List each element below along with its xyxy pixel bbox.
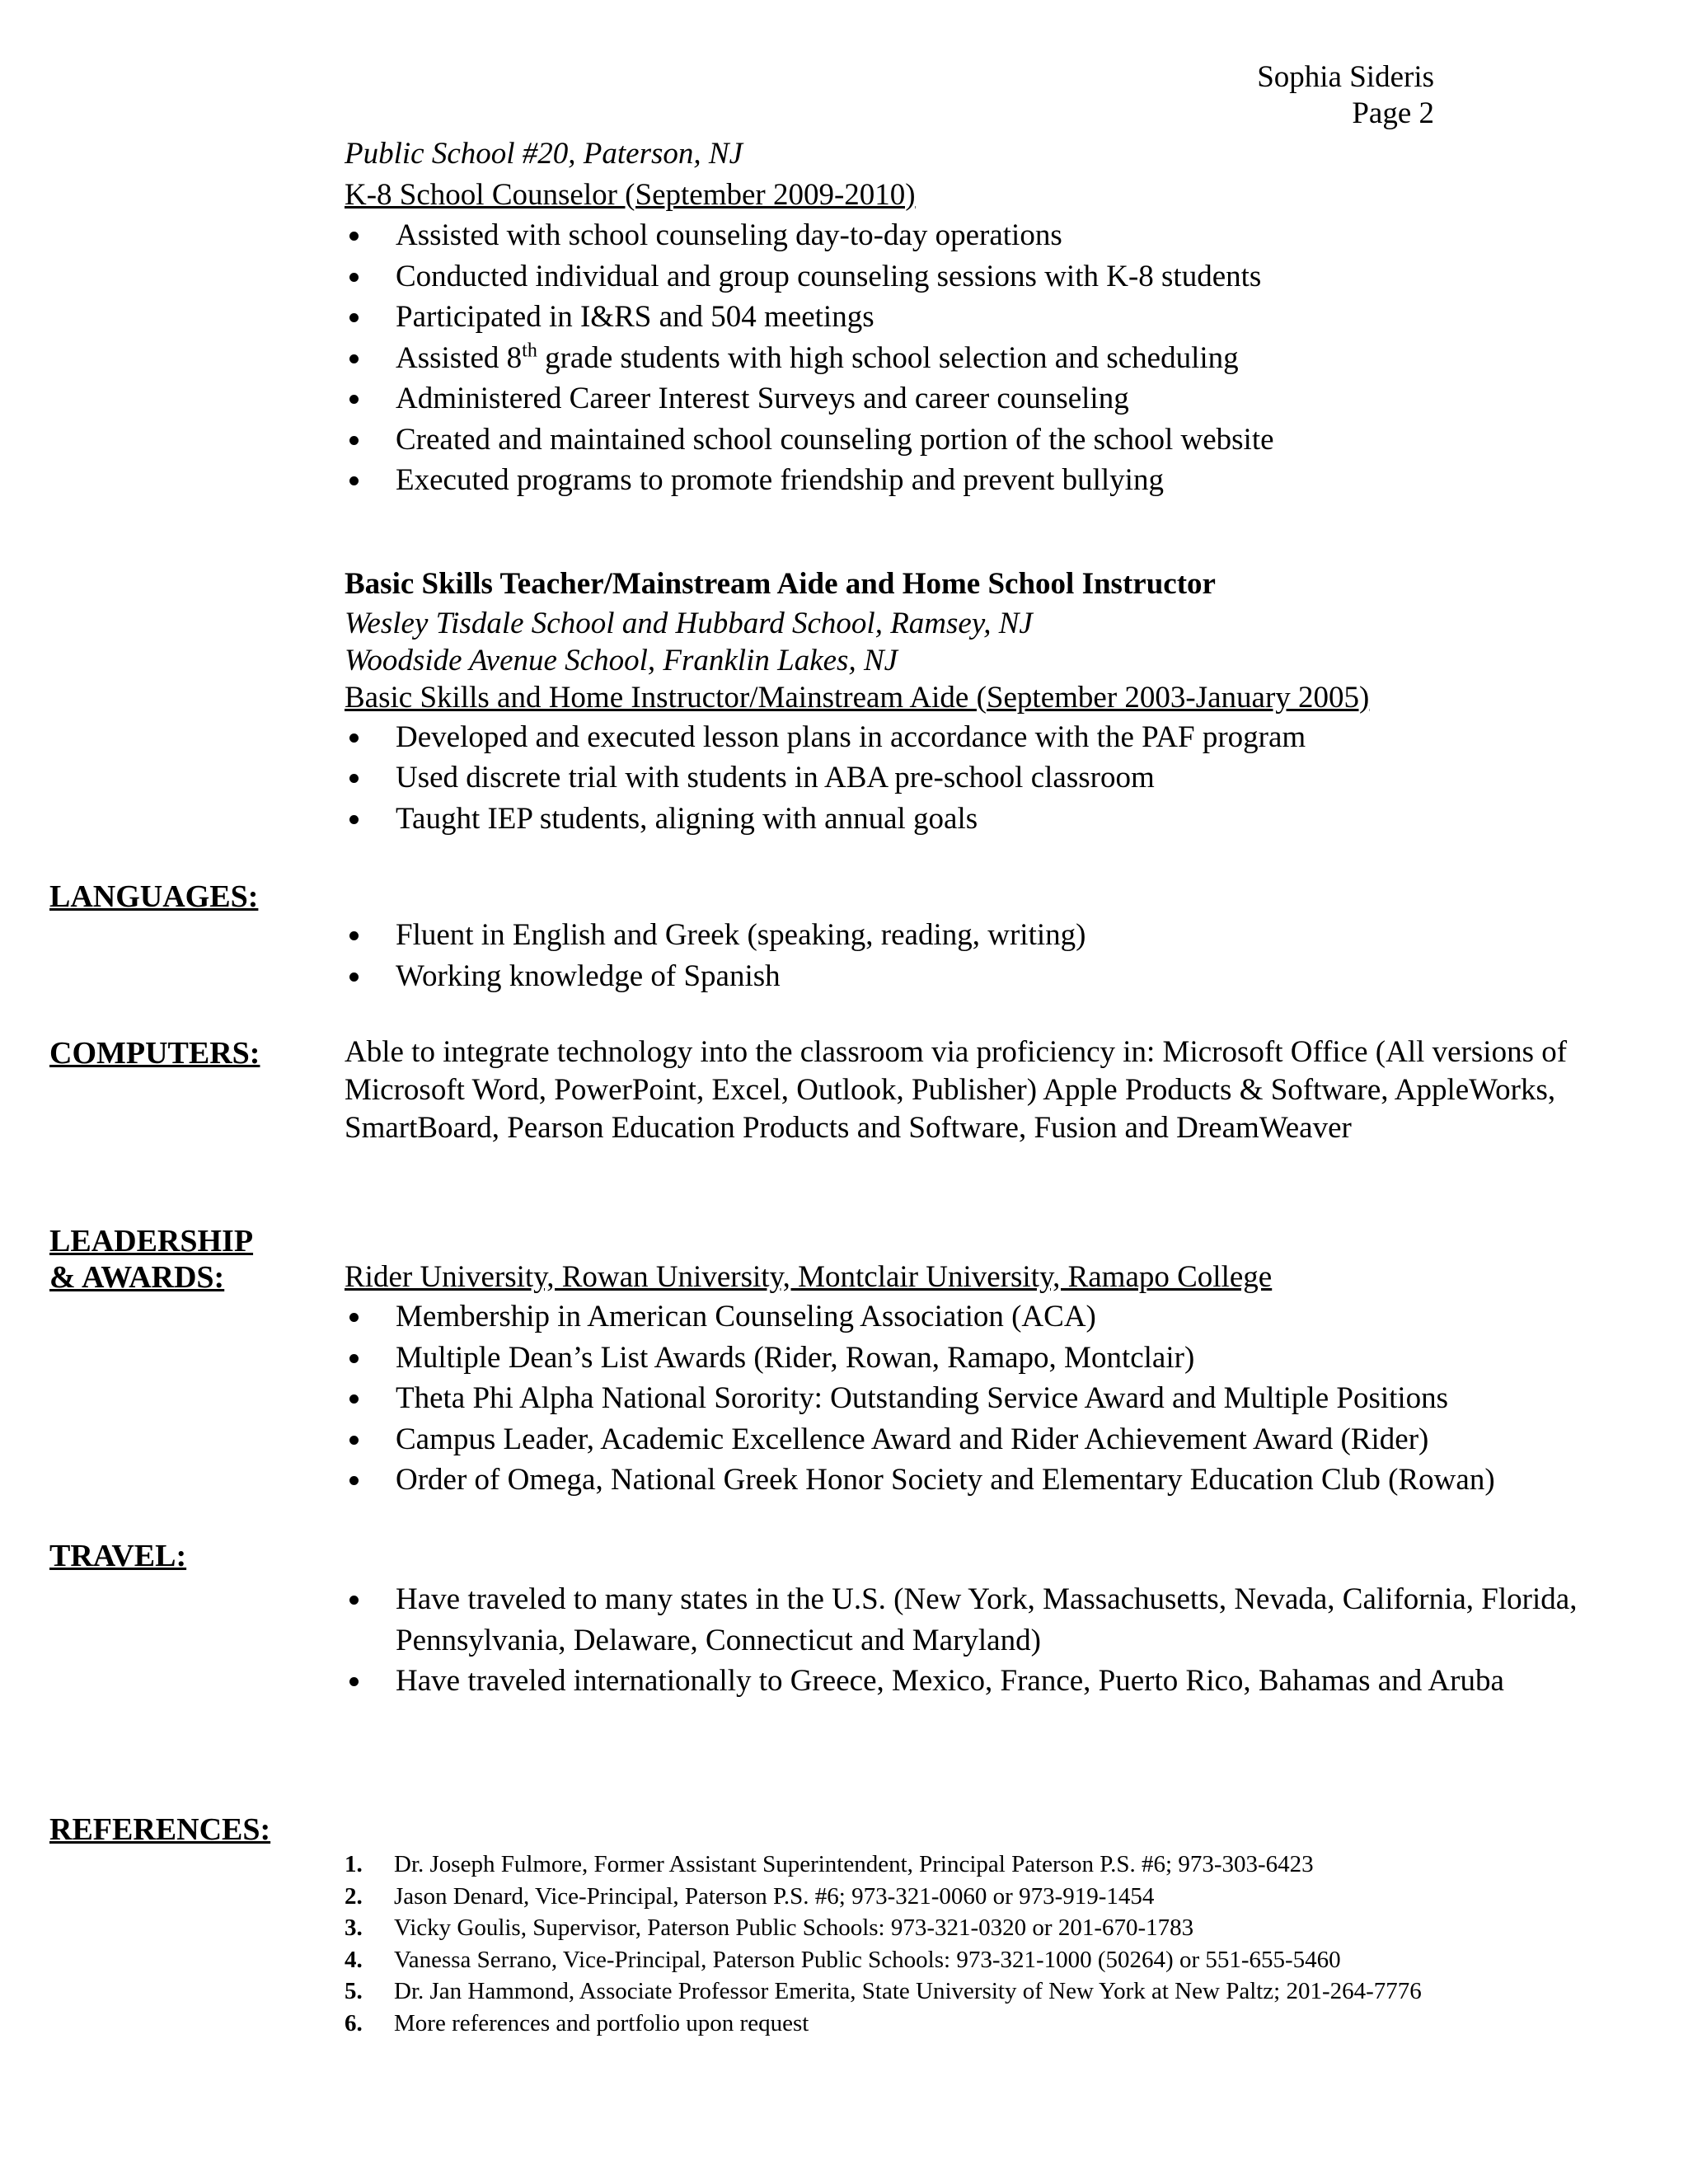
- basic-skills-block: [345, 564, 1680, 839]
- list-item: Created and maintained school counseling portion of the school website: [345, 419, 1680, 461]
- counselor-school: Public School #20, Paterson, NJ: [345, 137, 743, 171]
- list-item: [345, 1881, 1680, 1913]
- reference-text: Vanessa Serrano, Vice-Principal, Paterson Public Schools: 973-321-1000 (50264) or 551-655-5460: [394, 1946, 1341, 1973]
- list-item: [345, 1944, 1680, 1976]
- list-item: Assisted with school counseling day-to-day operations: [345, 215, 1680, 256]
- list-item: [345, 1975, 1680, 2008]
- list-item: Used discrete trial with students in ABA pre-school classroom: [345, 757, 1680, 799]
- reference-number: 4.: [345, 1946, 363, 1973]
- leadership-schools: Rider University, Rowan University, Montclair University, Ramapo College: [345, 1260, 1273, 1294]
- counselor-bullets: [345, 215, 1680, 501]
- leadership-bullets: [345, 1296, 1680, 1501]
- reference-text: Dr. Jan Hammond, Associate Professor Emerita, State University of New York at New Paltz; 201-264-7776: [394, 1978, 1422, 2004]
- basic-skills-role: Basic Skills and Home Instructor/Mainstream Aide (September 2003-January 2005): [345, 680, 1370, 715]
- leadership-heading-line-1: LEADERSHIP: [49, 1224, 254, 1258]
- reference-number: 5.: [345, 1978, 363, 2004]
- list-item: Multiple Dean’s List Awards (Rider, Rowan, Ramapo, Montclair): [345, 1338, 1680, 1379]
- grade-superscript: th: [522, 340, 537, 362]
- list-item: Participated in I&RS and 504 meetings: [345, 297, 1680, 338]
- basic-skills-school-1: Wesley Tisdale School and Hubbard School, Ramsey, NJ: [345, 606, 1033, 640]
- reference-number: 3.: [345, 1915, 363, 1941]
- leadership-block: [345, 1258, 1680, 1501]
- languages-block: [345, 915, 1680, 996]
- reference-text: Vicky Goulis, Supervisor, Paterson Public Schools: 973-321-0320 or 201-670-1783: [394, 1915, 1194, 1941]
- list-item: Developed and executed lesson plans in accordance with the PAF program: [345, 717, 1680, 758]
- basic-skills-title: Basic Skills Teacher/Mainstream Aide and Home School Instructor: [345, 567, 1216, 601]
- list-item: Fluent in English and Greek (speaking, reading, writing): [345, 915, 1680, 956]
- counselor-block: [345, 134, 1680, 501]
- list-item: Administered Career Interest Surveys and career counseling: [345, 378, 1680, 419]
- grade-text-rest: grade students with high school selection and scheduling: [537, 340, 1239, 375]
- basic-skills-school-2: Woodside Avenue School, Franklin Lakes, NJ: [345, 643, 898, 677]
- languages-bullets: [345, 915, 1680, 996]
- references-heading: REFERENCES:: [49, 1812, 271, 1847]
- list-item: Executed programs to promote friendship and prevent bullying: [345, 460, 1680, 501]
- travel-block: [345, 1579, 1680, 1702]
- list-item: [345, 1912, 1680, 1944]
- list-item: Conducted individual and group counseling sessions with K-8 students: [345, 256, 1680, 298]
- list-item: Have traveled internationally to Greece, Mexico, France, Puerto Rico, Bahamas and Aruba: [345, 1661, 1680, 1702]
- header-name: Sophia Sideris: [1257, 60, 1434, 94]
- reference-number: 2.: [345, 1882, 363, 1910]
- reference-number: 1.: [345, 1851, 363, 1877]
- list-item: Theta Phi Alpha National Sorority: Outstanding Service Award and Multiple Positions: [345, 1378, 1680, 1419]
- list-item: Have traveled to many states in the U.S. (New York, Massachusetts, Nevada, California, Florida, Pennsylvania, Delaware, Connecticut and Maryland): [345, 1579, 1681, 1661]
- list-item: Campus Leader, Academic Excellence Award and Rider Achievement Award (Rider): [345, 1419, 1680, 1460]
- leadership-heading-line-2: & AWARDS:: [49, 1260, 225, 1295]
- list-item: [345, 338, 1680, 379]
- list-item: Taught IEP students, aligning with annual goals: [345, 799, 1680, 840]
- counselor-role: K-8 School Counselor (September 2009-2010): [345, 177, 916, 212]
- travel-heading: TRAVEL:: [49, 1539, 187, 1573]
- list-item: Membership in American Counseling Association (ACA): [345, 1296, 1680, 1338]
- reference-number: 6.: [345, 2009, 363, 2036]
- basic-skills-bullets: [345, 717, 1680, 840]
- reference-text: More references and portfolio upon request: [394, 2009, 809, 2036]
- computers-heading: COMPUTERS:: [49, 1036, 260, 1071]
- grade-text: Assisted 8: [396, 340, 523, 375]
- references-block: [345, 1849, 1680, 2039]
- list-item: [345, 1849, 1680, 1881]
- computers-block: [345, 1033, 1680, 1147]
- page-header: [1257, 59, 1434, 133]
- languages-heading: LANGUAGES:: [49, 879, 259, 914]
- list-item: [345, 2008, 1680, 2040]
- list-item: Order of Omega, National Greek Honor Society and Elementary Education Club (Rowan): [345, 1460, 1680, 1501]
- header-page-number: Page 2: [1352, 96, 1434, 131]
- references-list: [345, 1849, 1680, 2039]
- list-item: Working knowledge of Spanish: [345, 956, 1680, 997]
- reference-text: Dr. Joseph Fulmore, Former Assistant Superintendent, Principal Paterson P.S. #6; 973-303-6423: [394, 1851, 1314, 1877]
- reference-text: Jason Denard, Vice-Principal, Paterson P.S. #6; 973-321-0060 or 973-919-1454: [394, 1882, 1155, 1910]
- computers-text: Able to integrate technology into the classroom via proficiency in: Microsoft Office (All versions of Microsoft Word, PowerPoint, Excel, Outlook, Publisher) Apple Products & Software, AppleWorks, SmartBoard, Pearson Education Products and Software, Fusion and DreamWeaver: [345, 1035, 1568, 1145]
- travel-bullets: [345, 1579, 1680, 1702]
